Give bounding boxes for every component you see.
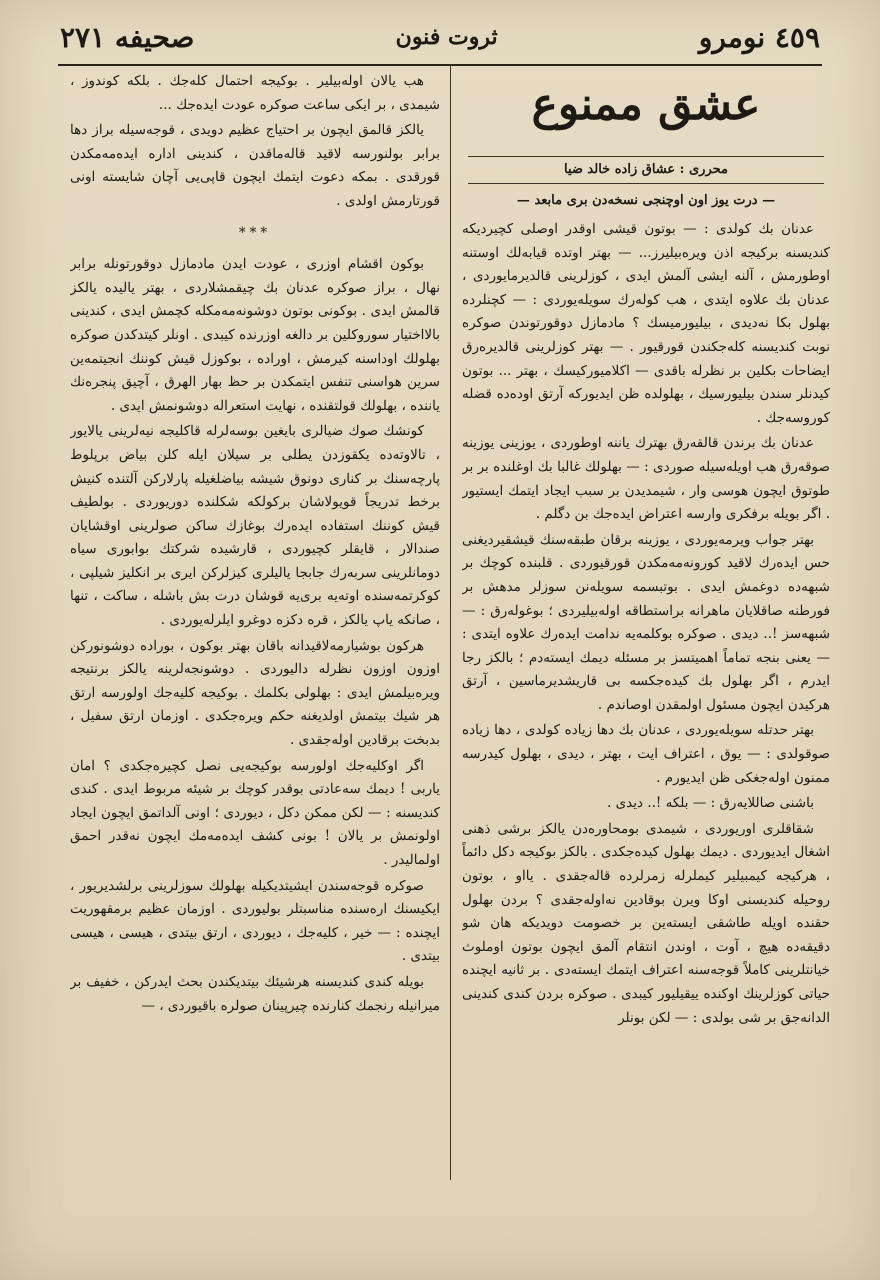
page-header xyxy=(60,12,820,62)
paragraph: یالكز قالمق ایچون بر احتیاج عظیم دویدی ، قوجه‌سیله براز دها برابر بولنورسه لاقید قاله‌ماقدن ، كندینی اداره ایده‌مه‌مكدن قورقدی . بمكه دعوت ایتمك ایچون قاپی‌یی آچان شایسته اونی قورتارمش اولدی . xyxy=(70,122,440,209)
column-divider xyxy=(450,64,451,1180)
paragraph: باشنی صاللایه‌رق : — بلكه !.. دیدی . xyxy=(607,795,814,812)
paragraph: شقاقلری اوریوردی ، شیمدی بومحاوره‌دن یالكز برشی ذهنی اشغال ایدیوردی . دیمك بهلول كیده‌جكدی . بالكز بوكیجه دكل دائماً ، هركیجه كیمبیلیر كیملرله زمرلرده قاله‌جقدی . یااو ، بوتون روحیله كندیسنی اوكا ویرن بوقادین نه‌اوله‌جقدی ؟ بردن بهلول حقنده اویله طاشقی ایسته‌ین بر خصومت دویدیكه هان شو دقیقه‌ده هیچ ، آوت ، اوندن انتقام آلمق ایچون بوتون اوملوث خیانتلرینی كاملاً قوجه‌سنه اعتراف ایتمك ایسته‌دی . بر ثانیه ایچنده حیاتی كوزلرینك اوكنده ییقیلیور كیبدی . صوكره بردن كندی كندینی الدانه‌جق بر شی بولدی : — لكن بونلر xyxy=(462,820,830,1026)
paragraph: بهتر جواب ویرمه‌یوردی ، یوزینه برقان طبقه‌سنك قیشقیردیغنی حس ایده‌رك لاقید كورونه‌مه‌مكدن قورقیوردی . قلبنده كوچك بر شبهه‌ده دوغمش ایدی . بوتبسمه سویله‌نن سوزلر مدهش بر فورطنه صاقلایان ماهرانه براستطاقه اوله‌بیلیردی ؛ بوغوله‌رق : — شبهه‌سز !.. دیدی . صوكره بوكلمه‌یه ندامت ایده‌رك علاوه ایتدی : — یعنی بنجه تماماً اهمیتسز بر مسئله دیمك ایسته‌دم ؛ بالكز رجا ایدرم ، اگر بهلول بك كیده‌جكسه بی قاریشدیرماسین ، آرتق هركیدن ایچون مسئول اولمقدن اوصاندم . xyxy=(462,531,830,713)
serial-continuation: — درت یوز اون اوچنجی نسخه‌دن‌ بری مابعد — xyxy=(516,193,776,208)
header-rule xyxy=(58,64,822,66)
serial-byline: محرری : عشاق زاده خالد ضیا xyxy=(468,156,824,184)
paragraph: عدنان بك كولدی : — بوتون قیشی اوقدر اوصلی كچیرد‌یكه كندیسنه بركیجه اذن ویره‌بیلیرز... — بهتر اوتده قیابه‌لك اوستنه اوطورمش ، آلنه ایشی آلمش ایدی ، كوزلرینی قالدیرمایوردی ، عدنان بك علاوه ایتدی ، هب كوله‌رك سویله‌یوردی : — كچنلرده بهلول بكا نه‌دیدی ، بیلیورمیسك ؟ مادمازل دوقورتوندن صوكره نوبت كندیسنه كله‌جكندن قورقیور . — بهتر كوزلرینی قالدیره‌رق ایضاحات بكلین بر نظرله باقدی — اكلامیوركیسك ، بهتر ... بوتون كیدنلر سندن بیلیورسیك ، بهلولده ظن ایدیورکه آرتق اوده‌ده قضله كوروسه‌جك . xyxy=(462,221,830,426)
paragraph: بوكون اقشام اوزری ، عودت ایدن مادمازل دوقورتونله برابر نهال ، براز صوكره عدنان بك چیقمشلاردی ، بهتر یالیده یالكز قالمش ایدی . بوكونی بوتون دوشونه‌مه‌مكله كچمش ایدی ، كندینی بالااختیار سوروكلین بر دالغه اوزرنده كیبدی . اونلر كیتدكدن صوكره بهلولك اوداسنه كیرمش ، اوراده ، بوكوزل قیش كوننك انجیتمه‌ین سرین هواسنی تنفس ایتمكدن بر حظ بهار الهرق ، آچیق پنجره‌نك یاننده ، بهلولك قولتقنده ، نهایت استعراله دوشونمش ایدی . xyxy=(70,256,440,414)
left-column xyxy=(70,70,440,1194)
paragraph: صوكره قوجه‌سندن ایشیتدیكیله بهلولك سوزلرینی برلشدیریور ، ایكیسنك ارەسنده مناسبتلر بولیوردی . اوزمان عظیم برمقهوریت ایچنده : — خیر ، كلیه‌جك ، دیوردی ، ارتق بیتدی ، هیسی ، هیسی بیتدی . xyxy=(70,877,440,965)
paragraph: كونشك صوك ضیالری بایغین بوسه‌لرله قاكلیجه نیه‌لرینی یالایور ، تالاوته‌ده یكقوزدن یطلی بر سیلان ایله كلن بیاض برپلوط پارچه‌سنك بر كناری دونوق شیشه بیاضلغیله پارلاركن آلتنده كنیش برخط تدریجاً قویولاشان بركولكه شكلنده دوریوردی . بولطیف قیش كوننك استفاده ایده‌رك بوغازك ساكن صولرینی اوقشایان صندالار ، قایقلر كچیوردی ، قارشیده شركتك بوابوری سیاه دومانلرینی سربه‌رك جابجا یالیلری كیزلركن ایری بر انكلیز شیلپی ، كوكرتمه‌سنده اوته‌یه بری‌یه قوشان درت بش باشله ، ساكت ، تنها ، صانكه یاپ یالكز ، قره دكزه دوغرو ایلرله‌یوردی . xyxy=(70,423,440,629)
paragraph: هب یالان اوله‌بیلیر . بوكیجه احتمال كله‌جك . بلكه كوندوز ، شیمدی ، بر ایكی ساعت صوكره عودت ایده‌جك ... xyxy=(70,73,440,113)
paragraph: اگر اوكلیه‌جك اولورسه بوكیجه‌یی نصل كچیره‌جكدی ؟ امان یاربی ! دیمك سه‌عادتی بوقدر كوچك بر شیئه مربوط ایدی . كندی كندیسنه : — لكن ممكن دكل ، دیوردی ؛ اونی آلداتمق ایچون ایجاد اولونمش بر یالان ! بونی كشف ایده‌مه‌مك ایچون نه‌قدر احمق اولمالیدر . xyxy=(70,757,440,868)
serial-title: عشق ممنوع xyxy=(531,79,761,130)
page-number: صحیفه ٢٧١ xyxy=(60,20,195,54)
right-column xyxy=(462,70,830,1194)
paragraph: عدنان بك برندن قالقه‌رق بهترك یاننه اوطوردی ، یوزینی یوزینه صوقه‌رق هب اویله‌سیله صوردی : — بهلولك غالبا بك اوغلنده بر بر طوتوق ایچون هوسی وار ، شیمدیدن بر سبب ایجاد ایتمك ایستیور . اگر بویله برفكری وارسه اعتراض ایده‌جك بن دگلم . xyxy=(462,435,830,523)
paragraph: هركون بوشیارمه‌لاقیدانه باقان بهتر بوكون ، بوراده دوشونوركن اوزون اوزون نظرله دالیوردی . دوشونجه‌لرینه یالكز برنتیجه ویره‌بیلمش ایدی : بهلولی بكلمك . بوكیجه كلیه‌جك اولورسه ارتق هر شیك بیتمش اولدیغنه حكم ویره‌جكدی . اوزمان ارتق سفیل ، بدبخت برقادین اوله‌جقدی . xyxy=(70,637,440,749)
journal-title: ثروت فنون xyxy=(395,24,498,50)
issue-number: ٤٥٩ نومرو xyxy=(698,20,820,54)
section-separator: *** xyxy=(238,224,272,241)
paragraph: بویله كندی كندیسنه هرشیئك بیتدیكندن بحث ایدركن ، خفیف بر میرانیله رنجمك كنارنده چیرپینان صولره باقیوردی ، — xyxy=(70,973,440,1014)
paragraph: بهتر حدتله سویله‌یوردی ، عدنان بك دها زیاده كولدی ، دها زیاده صوقولدی : — یوق ، اعتراف ایت ، بهتر ، دیدی ، بهلول كیدرسه ممنون اوله‌جغكی ظن ایدیورم . xyxy=(462,722,830,786)
